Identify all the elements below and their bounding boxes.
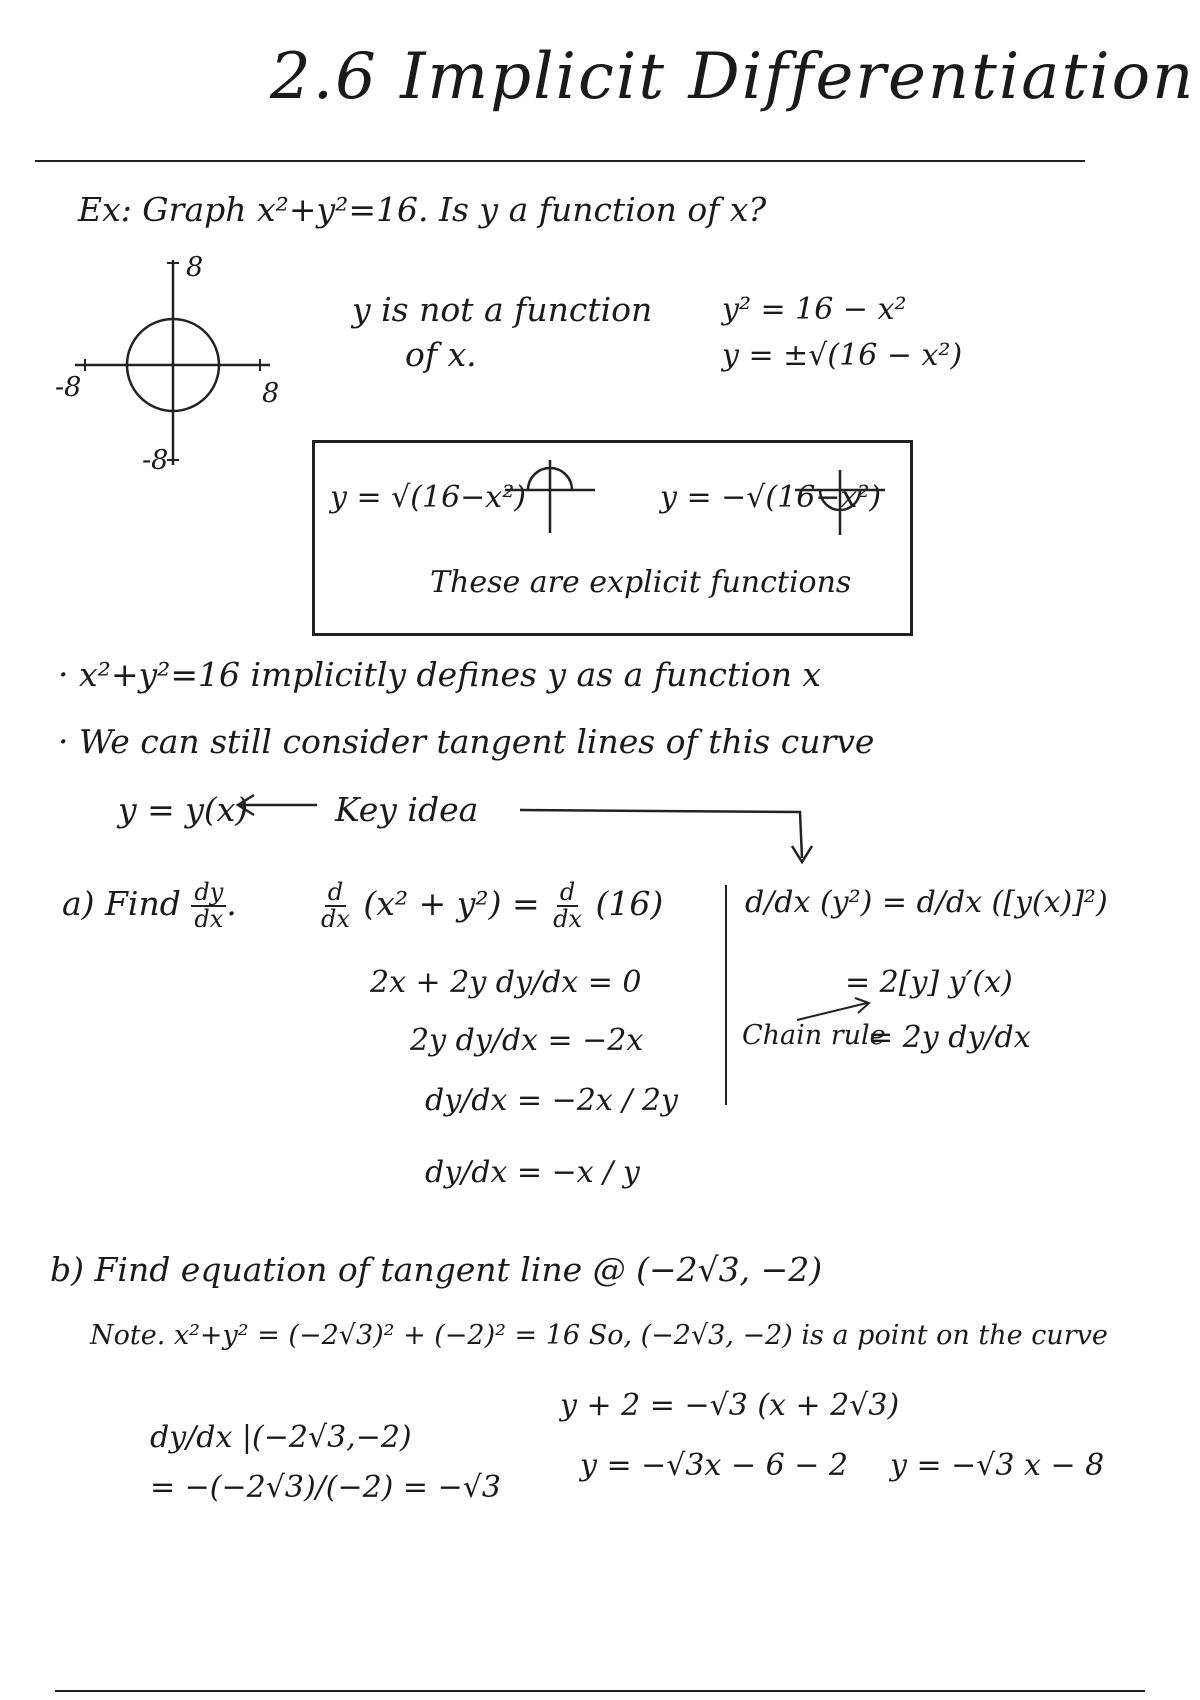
graph-label-top: 8 <box>186 252 204 283</box>
box-caption: These are explicit functions <box>430 565 852 600</box>
slope-value: = −(−2√3)/(−2) = −√3 <box>150 1470 501 1505</box>
part-a-step-2: 2y dy/dx = −2x <box>410 1023 644 1058</box>
side-line-2: = 2[y] y′(x) <box>845 965 1013 1000</box>
explicit-negative: y = −√(16−x²) <box>660 480 882 515</box>
chain-rule-arrow <box>795 995 875 1025</box>
key-idea-connector <box>520 800 810 870</box>
bottom-rule <box>55 1690 1145 1692</box>
answer-line-2: of x. <box>405 335 477 374</box>
circle-graph <box>55 255 285 485</box>
side-divider <box>725 885 727 1105</box>
chain-rule-label: Chain rule <box>742 1020 886 1051</box>
key-idea-arrow <box>232 790 322 820</box>
part-b-label: b) Find equation of tangent line @ (−2√3, −2) <box>50 1250 823 1289</box>
note-implicit: · x²+y²=16 implicitly defines y as a function x <box>58 655 822 694</box>
key-idea-label: Key idea <box>335 790 479 829</box>
part-a-step-4: dy/dx = −x / y <box>425 1155 640 1190</box>
part-a-rhs: (16) <box>595 884 664 924</box>
tangent-point-slope: y + 2 = −√3 (x + 2√3) <box>560 1388 900 1423</box>
graph-label-bottom: -8 <box>142 445 169 476</box>
part-a-label: a) Find $\frac{dy}{dx}$ . <box>62 878 237 934</box>
tangent-expand: y = −√3x − 6 − 2 <box>580 1448 849 1483</box>
tangent-final: y = −√3 x − 8 <box>890 1448 1105 1483</box>
solve-line-2: y = ±√(16 − x²) <box>722 338 963 373</box>
dy-dx-fraction: $\frac{dy}{dx}$ <box>191 880 226 932</box>
part-a-find: a) Find <box>62 884 181 924</box>
key-equation: y = y(x) <box>118 790 249 829</box>
side-line-1: d/dx (y²) = d/dx ([y(x)]²) <box>745 885 1108 920</box>
title-underline <box>35 160 1085 162</box>
part-a-step-1: 2x + 2y dy/dx = 0 <box>370 965 642 1000</box>
d-dx-operator-rhs: $\frac{d}{dx}$ <box>553 878 583 934</box>
part-a-differentiate <box>318 880 663 932</box>
example-prompt: Ex: Graph x²+y²=16. Is y a function of x? <box>78 190 767 229</box>
graph-label-left: -8 <box>55 372 82 403</box>
slope-evaluation: dy/dx |(−2√3,−2) <box>150 1420 412 1455</box>
part-b-note: Note. x²+y² = (−2√3)² + (−2)² = 16 So, (−2√3, −2) is a point on the curve <box>90 1320 1108 1351</box>
lower-semicircle-sketch <box>790 465 890 540</box>
d-dx-operator: $\frac{d}{dx}$ <box>321 878 350 934</box>
explicit-positive: y = √(16−x²) <box>330 480 526 515</box>
answer-line-1: y is not a function <box>352 290 653 329</box>
part-a-lhs: (x² + y²) = <box>363 884 540 924</box>
solve-line-1: y² = 16 − x² <box>722 292 907 327</box>
note-tangent: · We can still consider tangent lines of this curve <box>58 722 875 761</box>
part-a-step-3: dy/dx = −2x / 2y <box>425 1083 678 1118</box>
page-title: 2.6 Implicit Differentiation <box>270 40 1196 114</box>
graph-label-right: 8 <box>262 378 280 409</box>
upper-semicircle-sketch <box>500 455 600 535</box>
side-line-3: = 2y dy/dx <box>868 1020 1031 1055</box>
